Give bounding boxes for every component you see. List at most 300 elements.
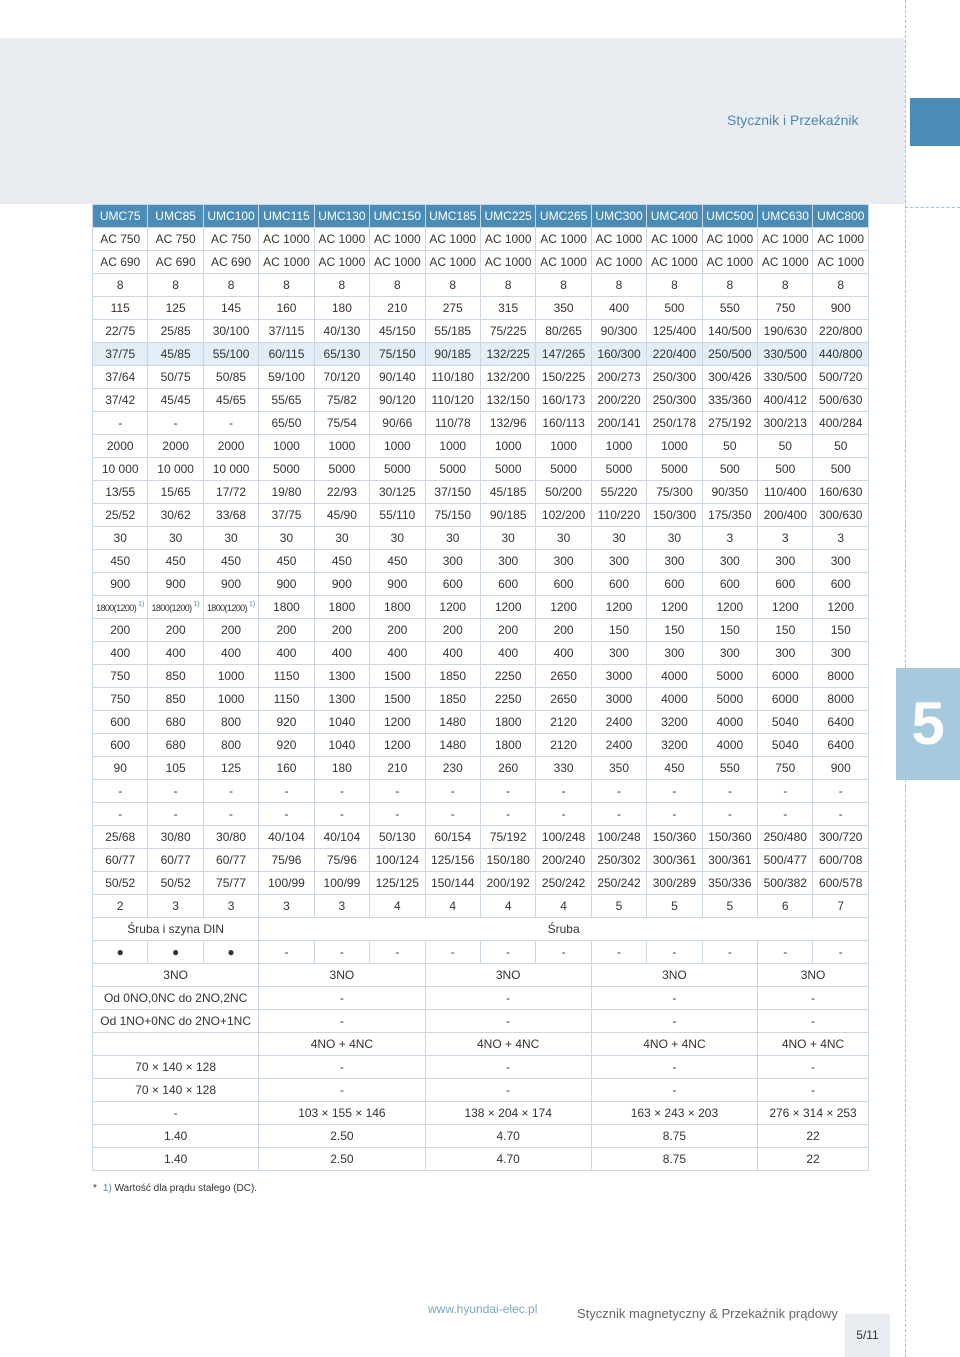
group-cell: 3NO [93,964,259,987]
table-cell: 1200 [702,596,757,619]
group-cell: - [425,1056,591,1079]
table-cell: 25/68 [93,826,148,849]
table-row [93,228,869,251]
table-cell: 45/185 [480,481,535,504]
table-cell: 50/85 [203,366,258,389]
group-cell: - [591,987,757,1010]
table-row [93,711,869,734]
table-row [93,504,869,527]
group-cell: - [93,1102,259,1125]
table-row [93,274,869,297]
column-header: UMC100 [203,205,258,228]
table-row [93,872,869,895]
table-cell: 70/120 [314,366,369,389]
table-cell: 750 [93,665,148,688]
table-cell: 75/225 [480,320,535,343]
table-cell: 300/361 [647,849,702,872]
footnote-ref: 1) [138,601,145,608]
table-cell: 400 [370,642,425,665]
table-cell: 40/104 [314,826,369,849]
table-cell: 160/173 [536,389,591,412]
table-cell: 150 [702,619,757,642]
table-cell: AC 750 [148,228,203,251]
group-cell: 4NO + 4NC [259,1033,425,1056]
table-cell: 600 [591,573,646,596]
table-cell: 1150 [259,665,314,688]
footnote-mark: 1) [102,1183,112,1194]
table-cell: 45/90 [314,504,369,527]
table-cell: 1040 [314,734,369,757]
table-cell: 10 000 [93,458,148,481]
group-cell: 3NO [591,964,757,987]
group-cell: - [259,1079,425,1102]
table-row [93,826,869,849]
table-cell: 500 [647,297,702,320]
table-cell: AC 1000 [813,228,869,251]
table-cell: 180 [314,297,369,320]
table-cell: AC 690 [93,251,148,274]
table-row [93,481,869,504]
table-cell: 30/80 [148,826,203,849]
table-cell: 680 [148,711,203,734]
group-cell: - [259,987,425,1010]
table-cell: 6 [758,895,813,918]
table-cell: AC 1000 [647,228,702,251]
table-cell: 1200 [536,596,591,619]
table-cell: 8 [425,274,480,297]
table-cell: 110/180 [425,366,480,389]
table-cell: 1000 [425,435,480,458]
table-row [93,343,869,366]
table-row [93,297,869,320]
table-cell: 2120 [536,711,591,734]
table-cell: 100/124 [370,849,425,872]
table-cell: 260 [480,757,535,780]
table-cell: AC 1000 [480,251,535,274]
table-cell: 550 [702,757,757,780]
table-cell: - [536,803,591,826]
table-cell: 250/300 [647,366,702,389]
table-cell: 7 [813,895,869,918]
table-cell: 220/400 [647,343,702,366]
column-header: UMC75 [93,205,148,228]
table-cell: 8 [536,274,591,297]
table-row [93,1056,869,1079]
table-cell: - [203,780,258,803]
table-cell: AC 690 [203,251,258,274]
footnote [93,1183,257,1194]
column-header: UMC185 [425,205,480,228]
mounting-cell: Śruba i szyna DIN [93,918,259,941]
table-cell: - [314,780,369,803]
table-cell: AC 1000 [480,228,535,251]
group-cell: 2.50 [259,1125,425,1148]
table-cell: 1480 [425,734,480,757]
table-cell: 150/225 [536,366,591,389]
table-cell: 145 [203,297,258,320]
table-row [93,780,869,803]
table-cell: 1000 [480,435,535,458]
table-cell: 50/52 [148,872,203,895]
table-cell: 1800 [370,596,425,619]
table-cell: 50 [813,435,869,458]
table-cell: 55/220 [591,481,646,504]
table-cell: 60/154 [425,826,480,849]
table-cell: 5000 [647,458,702,481]
group-cell: - [758,1056,869,1079]
table-cell: 4 [536,895,591,918]
table-row [93,688,869,711]
table-cell: 1200 [758,596,813,619]
table-cell: 3000 [591,665,646,688]
table-cell: 300/213 [758,412,813,435]
table-cell: - [93,412,148,435]
table-cell: 200/141 [591,412,646,435]
table-cell: 147/265 [536,343,591,366]
column-header: UMC130 [314,205,369,228]
side-top-tab [910,98,960,146]
group-cell: 1.40 [93,1148,259,1171]
table-cell: AC 1000 [314,228,369,251]
table-cell: 65/50 [259,412,314,435]
table-cell: 30 [314,527,369,550]
table-cell: 1200 [480,596,535,619]
table-cell: 600 [93,734,148,757]
table-cell: 1000 [591,435,646,458]
table-cell: 1850 [425,665,480,688]
table-cell: 75/96 [259,849,314,872]
table-cell: 175/350 [702,504,757,527]
table-cell: 250/242 [536,872,591,895]
table-cell: 450 [93,550,148,573]
table-cell: 90/300 [591,320,646,343]
table-cell: 3 [148,895,203,918]
group-cell: - [591,1079,757,1102]
table-cell: 125/400 [647,320,702,343]
table-cell: 90/185 [425,343,480,366]
table-cell: 1850 [425,688,480,711]
table-cell: 440/800 [813,343,869,366]
table-cell: 2000 [148,435,203,458]
table-cell: 200 [203,619,258,642]
table-cell: 400 [93,642,148,665]
table-cell: 600 [425,573,480,596]
table-cell: 300 [536,550,591,573]
table-cell: 50/200 [536,481,591,504]
column-header: UMC265 [536,205,591,228]
table-row [93,918,869,941]
table-cell: 2000 [203,435,258,458]
table-cell: 132/150 [480,389,535,412]
table-cell: 37/75 [259,504,314,527]
table-cell: 600/708 [813,849,869,872]
table-cell: 5000 [425,458,480,481]
table-cell: 75/150 [370,343,425,366]
table-cell: 900 [314,573,369,596]
table-cell: 5000 [259,458,314,481]
group-cell: 4.70 [425,1125,591,1148]
table-row [93,734,869,757]
table-cell: 850 [148,688,203,711]
table-cell: - [425,803,480,826]
table-cell: 5 [702,895,757,918]
table-cell: 1500 [370,665,425,688]
table-cell: 150/360 [702,826,757,849]
table-cell: - [259,780,314,803]
table-cell: - [314,941,369,964]
table-cell: 125 [203,757,258,780]
table-cell: 600 [480,573,535,596]
column-header: UMC630 [758,205,813,228]
table-cell: 8 [702,274,757,297]
table-cell: 30 [647,527,702,550]
table-cell: 500 [702,458,757,481]
table-cell: 50/52 [93,872,148,895]
table-cell: 5 [591,895,646,918]
table-row [93,412,869,435]
group-cell: - [758,1079,869,1102]
group-cell: 103 × 155 × 146 [259,1102,425,1125]
table-cell: 110/400 [758,481,813,504]
table-cell: 45/150 [370,320,425,343]
table-row [93,1148,869,1171]
table-cell: 1300 [314,688,369,711]
table-cell: AC 1000 [813,251,869,274]
table-cell: 25/52 [93,504,148,527]
table-cell: 100/248 [536,826,591,849]
table-cell: 250/480 [758,826,813,849]
table-cell: AC 1000 [536,228,591,251]
table-cell: 150 [758,619,813,642]
table-cell: 160/113 [536,412,591,435]
cell-value: 1800(1200) [151,603,192,613]
group-cell: - [758,987,869,1010]
group-cell: 70 × 140 × 128 [93,1056,259,1079]
group-cell: - [259,1010,425,1033]
table-cell: 400/412 [758,389,813,412]
column-header: UMC800 [813,205,869,228]
table-cell: 210 [370,297,425,320]
spec-table [92,204,869,1171]
table-row [93,550,869,573]
table-cell: 160 [259,757,314,780]
table-cell: 220/800 [813,320,869,343]
table-cell: 1000 [536,435,591,458]
table-cell: 800 [203,734,258,757]
table-cell: - [314,803,369,826]
table-cell: - [591,780,646,803]
table-cell: 400 [591,297,646,320]
table-row [93,1079,869,1102]
table-cell: 500/477 [758,849,813,872]
table-cell: 750 [758,297,813,320]
chapter-tab: 5 [896,668,960,780]
table-cell: 100/99 [314,872,369,895]
table-cell: 600 [93,711,148,734]
table-row [93,527,869,550]
table-cell: - [148,412,203,435]
table-cell: 110/78 [425,412,480,435]
table-cell: 300/426 [702,366,757,389]
table-cell: 600 [758,573,813,596]
table-cell: 600 [647,573,702,596]
table-cell: 400 [148,642,203,665]
table-cell: 300 [480,550,535,573]
table-cell: 300 [425,550,480,573]
footnote-text: Wartość dla prądu stałego (DC). [114,1183,258,1194]
table-cell: 900 [370,573,425,596]
table-cell: 1000 [314,435,369,458]
table-cell: 132/200 [480,366,535,389]
table-row [93,849,869,872]
table-cell: 2120 [536,734,591,757]
table-cell: 8 [93,274,148,297]
table-cell: 2000 [93,435,148,458]
table-cell: 2400 [591,734,646,757]
table-cell: 210 [370,757,425,780]
table-cell: 30 [536,527,591,550]
group-cell: 1.40 [93,1125,259,1148]
bullet-icon: ● [203,941,258,964]
table-cell: 40/130 [314,320,369,343]
table-cell: 3200 [647,711,702,734]
table-cell: 4 [425,895,480,918]
table-cell: 200 [425,619,480,642]
table-cell: AC 1000 [702,228,757,251]
table-cell: 6000 [758,688,813,711]
group-cell: - [259,1056,425,1079]
table-cell: 315 [480,297,535,320]
table-cell: 1000 [203,665,258,688]
table-cell: 140/500 [702,320,757,343]
table-cell: 30 [203,527,258,550]
table-cell: 6000 [758,665,813,688]
table-cell: 150/180 [480,849,535,872]
table-cell: 680 [148,734,203,757]
table-cell: 5000 [536,458,591,481]
table-cell: 1200 [647,596,702,619]
table-row [93,596,869,619]
table-cell: - [480,941,535,964]
table-cell: 55/100 [203,343,258,366]
table-cell: - [203,803,258,826]
footer-url-link[interactable]: www.hyundai-elec.pl [428,1302,538,1316]
table-cell: 8000 [813,665,869,688]
table-cell: - [480,803,535,826]
column-header: UMC150 [370,205,425,228]
table-cell: 4000 [647,665,702,688]
table-cell: 8 [813,274,869,297]
table-cell: 90/66 [370,412,425,435]
table-cell: 125/125 [370,872,425,895]
table-cell: 8 [259,274,314,297]
table-row [93,1125,869,1148]
table-cell: AC 1000 [758,228,813,251]
table-cell: 3000 [591,688,646,711]
table-cell: 110/220 [591,504,646,527]
footer-title: Stycznik magnetyczny & Przekaźnik prądowy [577,1306,838,1321]
table-row [93,1102,869,1125]
group-cell: 8.75 [591,1125,757,1148]
table-cell: 90 [93,757,148,780]
table-cell: 250/500 [702,343,757,366]
table-cell: 4000 [702,734,757,757]
table-cell: 5040 [758,734,813,757]
table-cell: 200/240 [536,849,591,872]
table-cell: 90/140 [370,366,425,389]
table-cell: - [591,803,646,826]
table-cell: 1800 [480,734,535,757]
table-cell: AC 1000 [647,251,702,274]
column-header: UMC300 [591,205,646,228]
group-cell: 138 × 204 × 174 [425,1102,591,1125]
table-cell: 6400 [813,734,869,757]
table-cell: 450 [370,550,425,573]
table-cell: AC 1000 [370,251,425,274]
table-cell: 330/500 [758,366,813,389]
table-cell: 300 [758,642,813,665]
table-cell: 2650 [536,665,591,688]
table-cell: 180 [314,757,369,780]
group-cell: 22 [758,1148,869,1171]
table-cell: 1000 [259,435,314,458]
table-header-row [93,205,869,228]
table-cell: 50 [758,435,813,458]
table-cell: 8 [370,274,425,297]
table-cell: 5000 [591,458,646,481]
bullet-icon: ● [148,941,203,964]
table-cell: AC 1000 [314,251,369,274]
footnote-star: * [93,1183,97,1194]
table-row [93,941,869,964]
table-cell: - [813,803,869,826]
table-cell: 37/150 [425,481,480,504]
table-cell: 300/630 [813,504,869,527]
table-cell: - [370,941,425,964]
table-cell: - [148,780,203,803]
table-cell: 750 [758,757,813,780]
group-cell: 4.70 [425,1148,591,1171]
table-cell: 2650 [536,688,591,711]
table-cell: 1000 [647,435,702,458]
table-cell: 1000 [370,435,425,458]
table-cell: 330/500 [758,343,813,366]
table-cell: 200/273 [591,366,646,389]
group-cell: 276 × 314 × 253 [758,1102,869,1125]
table-cell: 100/99 [259,872,314,895]
table-cell: 90/185 [480,504,535,527]
table-cell: 5000 [370,458,425,481]
table-cell: 400 [259,642,314,665]
table-cell: 50/75 [148,366,203,389]
table-cell: 750 [93,688,148,711]
table-cell: 250/242 [591,872,646,895]
table-cell: 33/68 [203,504,258,527]
table-cell: 275/192 [702,412,757,435]
table-cell: 45/85 [148,343,203,366]
table-cell: 102/200 [536,504,591,527]
table-cell: 60/115 [259,343,314,366]
table-cell: 125/156 [425,849,480,872]
table-cell: 150/144 [425,872,480,895]
table-cell: 30/125 [370,481,425,504]
table-cell: 75/96 [314,849,369,872]
table-cell: 1500 [370,688,425,711]
group-cell: Od 1NO+0NC do 2NO+1NC [93,1010,259,1033]
table-cell: 65/130 [314,343,369,366]
table-cell: 350/336 [702,872,757,895]
table-cell: 75/82 [314,389,369,412]
